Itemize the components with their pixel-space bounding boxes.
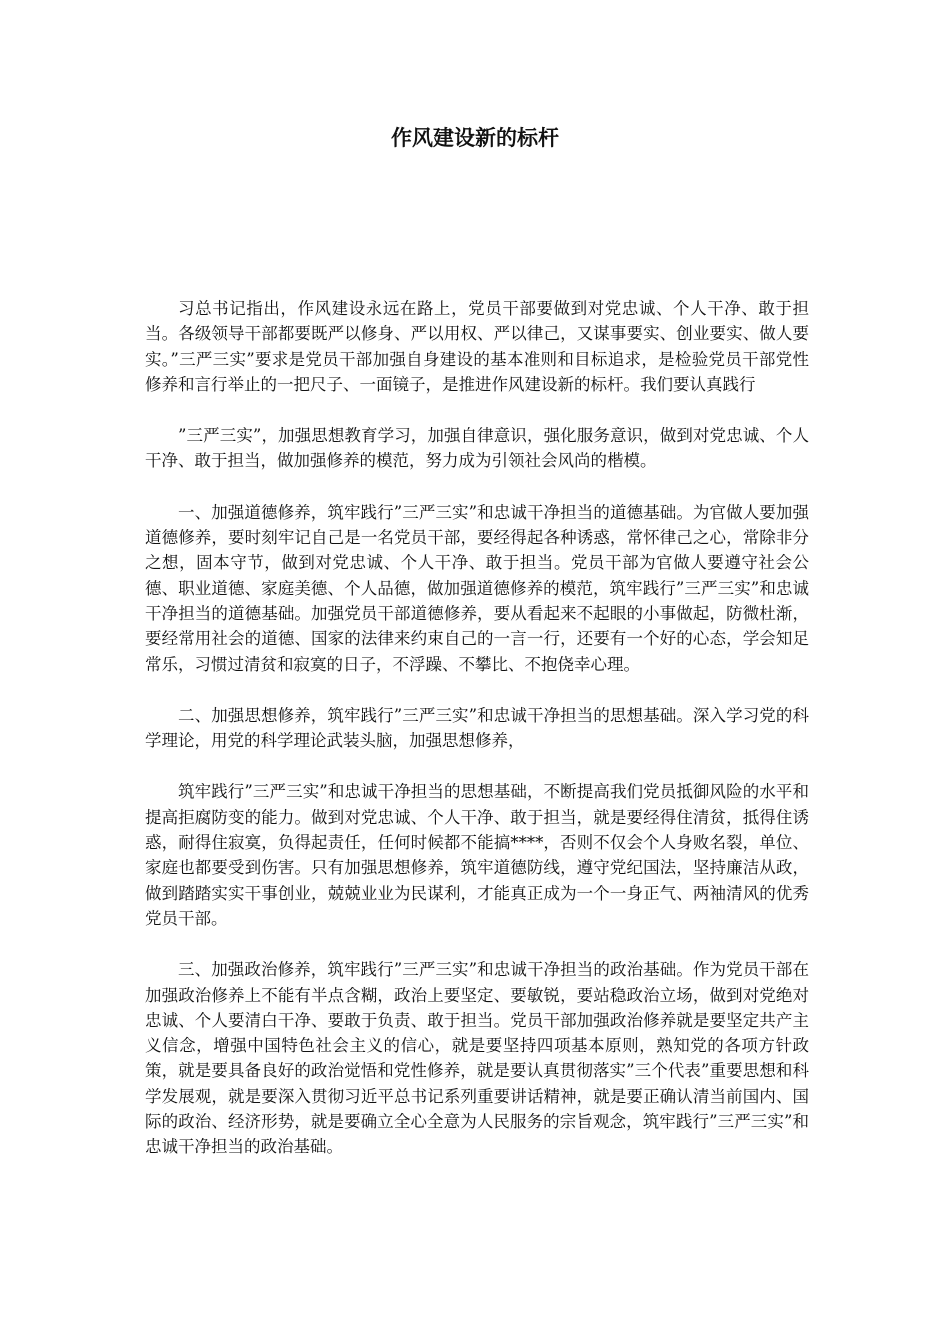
paragraph-intro-continued: ”三严三实”，加强思想教育学习，加强自律意识，强化服务意识，做到对党忠诚、个人干净、敢于担当，做加强修养的模范，努力成为引领社会风尚的楷模。 [145,426,809,471]
document-body [145,296,809,1186]
paragraph-section-2-continued: 筑牢践行”三严三实”和忠诚干净担当的思想基础，不断提高我们党员抵御风险的水平和提高拒腐防变的能力。做到对党忠诚、个人干净、敢于担当，就是要经得住清贫，抵得住诱惑，耐得住寂寞，负得起责任，任何时候都不能搞****，否则不仅会个人身败名裂，单位、家庭也都要受到伤害。只有加强思想修养，筑牢道德防线，遵守党纪国法，坚持廉洁从政，做到踏踏实实干事创业，兢兢业业为民谋利，才能真正成为一个一身正气、两袖清风的优秀党员干部。 [145,782,809,928]
paragraph-section-2-thought: 二、加强思想修养，筑牢践行”三严三实”和忠诚干净担当的思想基础。深入学习党的科学理论，用党的科学理论武装头脑，加强思想修养， [145,705,809,751]
paragraph-section-1-moral: 一、加强道德修养，筑牢践行”三严三实”和忠诚干净担当的道德基础。为官做人要加强道德修养，要时刻牢记自己是一名党员干部，要经得起各种诱惑，常怀律己之心，常除非分之想，固本守节，做到对党忠诚、个人干净、敢于担当。党员干部为官做人要遵守社会公德、职业道德、家庭美德、个人品德，做加强道德修养的模范，筑牢践行”三严三实”和忠诚干净担当的道德基础。加强党员干部道德修养，要从看起来不起眼的小事做起，防微杜渐，要经常用社会的道德、国家的法律来约束自己的一言一行，还要有一个好的心态，学会知足常乐，习惯过清贫和寂寞的日子，不浮躁、不攀比、不抱侥幸心理。 [145,502,809,674]
document-title: 作风建设新的标杆 [391,126,559,150]
paragraph-intro: 习总书记指出，作风建设永远在路上，党员干部要做到对党忠诚、个人干净、敢于担当。各级领导干部都要既严以修身、严以用权、严以律己，又谋事要实、创业要实、做人要实。”三严三实”要求是党员干部加强自身建设的基本准则和目标追求，是检验党员干部党性修养和言行举止的一把尺子、一面镜子，是推进作风建设新的标杆。我们要认真践行 [145,299,809,394]
paragraph-section-3-political: 三、加强政治修养，筑牢践行”三严三实”和忠诚干净担当的政治基础。作为党员干部在加强政治修养上不能有半点含糊，政治上要坚定、要敏锐，要站稳政治立场，做到对党绝对忠诚、个人要清白干净、要敢于负责、敢于担当。党员干部加强政治修养就是要坚定共产主义信念，增强中国特色社会主义的信心，就是要坚持四项基本原则，熟知党的各项方针政策，就是要具备良好的政治觉悟和党性修养，就是要认真贯彻落实”三个代表”重要思想和科学发展观，就是要深入贯彻习近平总书记系列重要讲话精神，就是要正确认清当前国内、国际的政治、经济形势，就是要确立全心全意为人民服务的宗旨观念，筑牢践行”三严三实”和忠诚干净担当的政治基础。 [145,960,809,1157]
